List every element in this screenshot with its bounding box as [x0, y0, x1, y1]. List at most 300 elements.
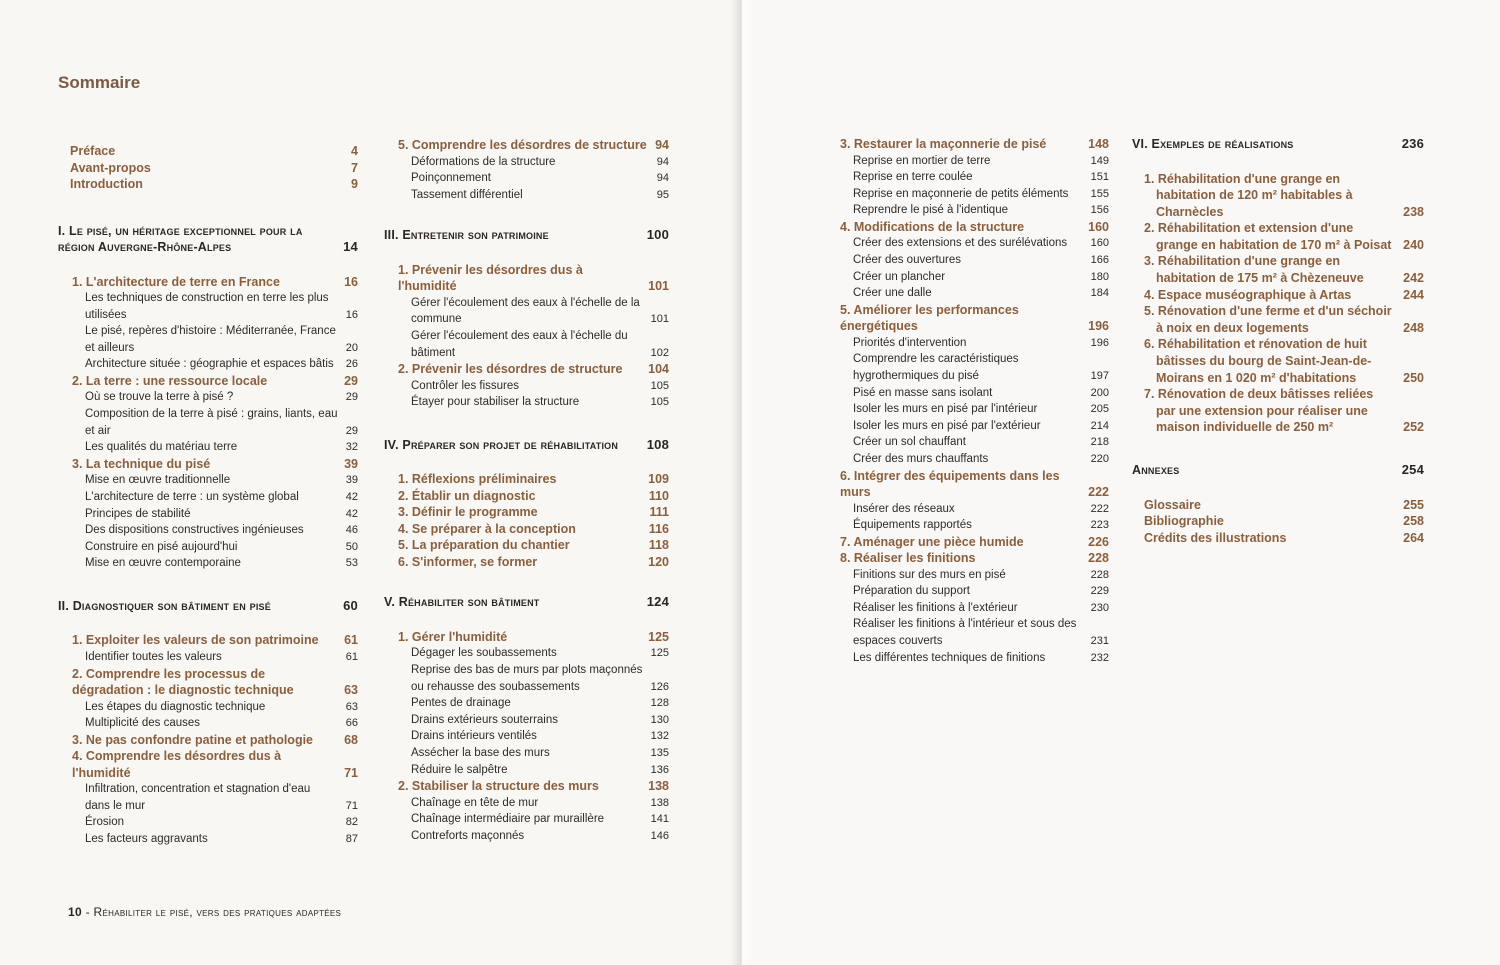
toc-entry-page: 110 — [648, 488, 669, 503]
toc-entry — [58, 160, 358, 177]
toc-entry-title: Chaînage en tête de mur — [411, 796, 539, 809]
toc-entry — [384, 537, 669, 554]
toc-entry-title: Gérer l'écoulement des eaux à l'échelle du bâtiment — [411, 329, 628, 359]
toc-entry-page: 184 — [1090, 287, 1109, 300]
toc-entry-group — [384, 295, 669, 361]
toc-entry — [826, 451, 1109, 468]
toc-entry-page: 71 — [344, 765, 358, 780]
toc-entry-title: Drains extérieurs souterrains — [411, 713, 559, 726]
toc-entry-page: 229 — [1090, 585, 1109, 598]
toc-entry-page: 151 — [1090, 171, 1109, 184]
toc-entry-title: Où se trouve la terre à pisé ? — [85, 391, 234, 404]
toc-entry-title: V. Réhabiliter son bâtiment — [384, 595, 540, 610]
toc-entry — [58, 143, 358, 160]
toc-entry-title: Introduction — [70, 177, 143, 191]
toc-entry-group — [58, 290, 358, 373]
toc-entry-title: Les qualités du matériau terre — [85, 441, 238, 454]
toc-entry-page: 228 — [1088, 551, 1109, 566]
toc-entry-title: Crédits des illustrations — [1144, 530, 1287, 545]
toc-entry-page: 160 — [1088, 219, 1109, 234]
toc-entry-title: Créer un plancher — [853, 270, 946, 283]
toc-entry-title: 2. Stabiliser la structure des murs — [398, 779, 599, 794]
toc-entry-title: Les facteurs aggravants — [85, 832, 208, 845]
toc-entry-page: 109 — [648, 472, 669, 487]
toc-entry-title: 3. Restaurer la maçonnerie de pisé — [840, 137, 1047, 151]
toc-entry — [1132, 136, 1424, 153]
toc-entry — [826, 385, 1109, 402]
toc-entry-title: Composition de la terre à pisé : grains, liants, eau et air — [85, 408, 338, 437]
toc-entry-page: 254 — [1401, 462, 1424, 477]
toc-entry — [58, 555, 358, 572]
toc-entry-title: 6. Réhabilitation et rénovation de huit bâtisses du bourg de Saint-Jean-de-Moirans en 1 020 m² d'habitations — [1144, 337, 1372, 385]
toc-entry — [826, 186, 1109, 203]
toc-entry-page: 111 — [649, 505, 669, 520]
toc-entry-page: 42 — [345, 490, 358, 503]
toc-entry-page: 94 — [656, 172, 669, 185]
toc-entry-title: Déformations de la structure — [411, 155, 556, 168]
toc-entry-page: 230 — [1090, 601, 1109, 614]
toc-entry-title: Des dispositions constructives ingénieuses — [85, 524, 304, 537]
toc-entry-page: 7 — [351, 160, 358, 175]
toc-entry-title: Créer un sol chauffant — [853, 436, 966, 449]
toc-entry-group — [826, 567, 1109, 667]
toc-entry-group — [58, 699, 358, 732]
toc-entry-title: 4. Modifications de la structure — [840, 219, 1025, 234]
toc-entry-group — [384, 378, 669, 411]
page-footer — [68, 905, 341, 919]
toc-entry — [58, 748, 358, 781]
toc-entry — [1132, 171, 1424, 221]
toc-entry — [58, 598, 358, 615]
toc-entry-title: Bibliographie — [1144, 514, 1224, 528]
toc-entry-page: 244 — [1403, 287, 1424, 302]
toc-entry-title: Reprise en terre coulée — [853, 171, 973, 184]
toc-entry — [384, 394, 669, 411]
toc-entry-page: 116 — [648, 521, 669, 536]
toc-entry-title: Pentes de drainage — [411, 697, 511, 710]
toc-entry-title: Reprendre le pisé à l'identique — [853, 204, 1008, 217]
toc-entry-page: 32 — [345, 441, 358, 454]
toc-entry-group — [384, 471, 669, 570]
toc-entry-title: Reprise en mortier de terre — [853, 154, 991, 167]
toc-entry-group — [384, 154, 669, 204]
toc-entry — [58, 506, 358, 523]
toc-entry-page: 128 — [650, 697, 669, 710]
toc-entry — [58, 814, 358, 831]
toc-entry — [1132, 497, 1424, 514]
toc-entry-title: L'architecture de terre : un système global — [85, 490, 299, 503]
toc-entry-title: 6. S'informer, se former — [398, 554, 538, 569]
toc-entry-title: Dégager les soubassements — [411, 647, 557, 660]
toc-entry-page: 66 — [345, 717, 358, 730]
toc-entry — [384, 712, 669, 729]
toc-entry — [384, 137, 669, 154]
toc-entry-page: 94 — [655, 138, 669, 152]
toc-entry-title: Poinçonnement — [411, 172, 491, 185]
toc-entry — [58, 522, 358, 539]
toc-entry-title: I. Le pisé, un héritage exceptionnel pour la région Auvergne-Rhône-Alpes — [58, 223, 303, 254]
toc-entry-title: Chaînage intermédiaire par muraillère — [411, 813, 605, 826]
toc-entry-title: Infiltration, concentration et stagnation d'eau dans le mur — [85, 783, 311, 812]
toc-entry-title: 3. La technique du pisé — [72, 456, 211, 471]
toc-entry-page: 68 — [344, 732, 358, 747]
toc-entry-title: Les techniques de construction en terre les plus utilisées — [85, 292, 329, 321]
toc-entry — [58, 373, 358, 390]
toc-entry — [58, 715, 358, 732]
toc-entry — [1132, 303, 1424, 336]
toc-entry-page: 16 — [345, 308, 358, 321]
toc-entry-page: 200 — [1090, 386, 1109, 399]
toc-entry-page: 232 — [1090, 651, 1109, 664]
toc-entry-page: 238 — [1403, 204, 1424, 219]
toc-entry-group — [58, 472, 358, 572]
toc-entry — [1132, 287, 1424, 304]
toc-entry — [58, 649, 358, 666]
toc-entry — [826, 501, 1109, 518]
toc-entry-title: Isoler les murs en pisé par l'extérieur — [853, 419, 1041, 432]
toc-entry-page: 4 — [351, 144, 358, 158]
toc-entry-title: 3. Définir le programme — [398, 505, 538, 520]
toc-entry — [826, 269, 1109, 286]
toc-entry-title: Annexes — [1132, 463, 1180, 477]
toc-entry-page: 160 — [1090, 237, 1109, 250]
toc-entry-page: 46 — [345, 524, 358, 537]
toc-entry-title: Les différentes techniques de finitions — [853, 651, 1046, 664]
toc-entry-title: Glossaire — [1144, 497, 1201, 512]
toc-entry-page: 149 — [1090, 154, 1109, 167]
toc-entry — [384, 471, 669, 488]
toc-entry-page: 264 — [1403, 530, 1424, 545]
toc-entry-title: 3. Réhabilitation d'une grange en habitation de 175 m² à Chèzeneuve — [1144, 254, 1364, 286]
toc-entry-group — [826, 153, 1109, 219]
toc-entry-title: Préparation du support — [853, 585, 970, 598]
toc-entry-page: 63 — [345, 700, 358, 713]
toc-entry-title: Équipements rapportés — [853, 519, 972, 532]
toc-entry — [826, 169, 1109, 186]
toc-entry — [826, 252, 1109, 269]
toc-entry-page: 132 — [650, 730, 669, 743]
toc-entry-page: 196 — [1088, 319, 1109, 334]
toc-entry — [826, 235, 1109, 252]
toc-column-1 — [58, 143, 358, 848]
toc-entry — [826, 650, 1109, 667]
toc-entry — [58, 323, 358, 356]
toc-entry — [826, 434, 1109, 451]
toc-entry-page: 130 — [650, 713, 669, 726]
toc-entry-title: 4. Espace muséographique à Artas — [1144, 287, 1352, 302]
toc-entry — [826, 136, 1109, 153]
toc-entry-page: 50 — [345, 540, 358, 553]
toc-entry-page: 29 — [345, 391, 358, 404]
toc-entry-page: 135 — [650, 746, 669, 759]
toc-entry — [58, 781, 358, 814]
toc-entry-title: VI. Exemples de réalisations — [1132, 137, 1294, 151]
toc-entry — [384, 328, 669, 361]
toc-entry-page: 180 — [1090, 270, 1109, 283]
toc-entry — [384, 762, 669, 779]
toc-entry — [384, 629, 669, 646]
toc-column-3 — [826, 136, 1109, 666]
toc-entry-page: 101 — [650, 313, 669, 326]
toc-entry-title: 1. Exploiter les valeurs de son patrimoine — [72, 633, 319, 648]
toc-entry — [826, 202, 1109, 219]
toc-entry — [826, 567, 1109, 584]
toc-entry-page: 118 — [648, 538, 669, 553]
toc-entry — [384, 828, 669, 845]
toc-entry-title: 7. Aménager une pièce humide — [840, 534, 1024, 549]
toc-entry — [58, 456, 358, 473]
toc-entry-page: 9 — [351, 177, 358, 191]
toc-entry-title: Mise en œuvre traditionnelle — [85, 474, 231, 487]
toc-entry-title: III. Entretenir son patrimoine — [384, 228, 549, 243]
toc-entry-page: 26 — [345, 358, 358, 371]
toc-entry — [384, 521, 669, 538]
toc-entry-group — [826, 335, 1109, 468]
toc-entry-title: Créer une dalle — [853, 287, 932, 300]
toc-entry-page: 258 — [1403, 514, 1424, 528]
toc-entry-page: 60 — [343, 597, 358, 613]
toc-entry-title: Priorités d'intervention — [853, 336, 967, 349]
toc-entry — [826, 285, 1109, 302]
toc-entry-page: 95 — [656, 188, 669, 201]
toc-entry-page: 14 — [343, 239, 358, 254]
toc-entry-title: Créer des ouvertures — [853, 253, 962, 266]
toc-entry-title: 3. Ne pas confondre patine et pathologie — [72, 732, 314, 747]
toc-entry — [826, 616, 1109, 649]
toc-entry-title: Tassement différentiel — [411, 188, 523, 201]
toc-entry-title: Architecture située : géographie et espaces bâtis — [85, 358, 334, 371]
toc-entry — [1132, 513, 1424, 530]
toc-entry — [826, 550, 1109, 567]
toc-entry-title: Mise en œuvre contemporaine — [85, 557, 241, 570]
toc-entry — [1132, 462, 1424, 479]
toc-entry-title: Créer des murs chauffants — [853, 452, 989, 465]
toc-entry-page: 156 — [1090, 204, 1109, 217]
toc-entry-title: Réduire le salpêtre — [411, 763, 508, 776]
toc-entry — [1132, 386, 1424, 436]
toc-entry-title: Réaliser les finitions à l'intérieur et sous des espaces couverts — [853, 618, 1077, 648]
toc-entry-page: 148 — [1088, 137, 1109, 151]
toc-entry-group — [1132, 497, 1424, 547]
toc-entry-page: 105 — [650, 379, 669, 392]
toc-entry-title: 4. Se préparer à la conception — [398, 521, 576, 536]
toc-entry-page: 242 — [1403, 271, 1424, 286]
toc-entry-page: 87 — [345, 832, 358, 845]
toc-entry — [58, 831, 358, 848]
toc-entry-page: 196 — [1090, 336, 1109, 349]
toc-entry-page: 61 — [344, 633, 358, 648]
toc-entry-page: 42 — [345, 507, 358, 520]
toc-entry — [384, 778, 669, 795]
toc-entry-title: Reprise des bas de murs par plots maçonnés ou rehausse des soubassements — [411, 663, 643, 693]
toc-entry-title: 5. Améliorer les performances énergétiques — [840, 302, 1019, 334]
toc-entry-title: IV. Préparer son projet de réhabilitation — [384, 437, 619, 452]
toc-entry — [826, 534, 1109, 551]
toc-entry-page: 228 — [1090, 568, 1109, 581]
toc-entry-title: Les étapes du diagnostic technique — [85, 700, 266, 713]
toc-entry — [384, 695, 669, 712]
toc-entry-title: 1. L'architecture de terre en France — [72, 274, 280, 289]
toc-entry-page: 197 — [1090, 369, 1109, 382]
toc-entry — [384, 227, 669, 244]
toc-entry-page: 125 — [650, 647, 669, 660]
toc-entry — [58, 439, 358, 456]
toc-entry-title: Réaliser les finitions à l'extérieur — [853, 601, 1018, 614]
toc-entry — [384, 361, 669, 378]
toc-entry — [58, 356, 358, 373]
toc-entry — [384, 437, 669, 454]
toc-entry — [826, 401, 1109, 418]
toc-entry-page: 61 — [345, 650, 358, 663]
toc-entry-title: 5. La préparation du chantier — [398, 538, 570, 553]
toc-entry-group — [58, 781, 358, 847]
toc-entry-page: 120 — [648, 554, 669, 569]
toc-column-2 — [384, 137, 669, 844]
toc-entry-page: 222 — [1090, 502, 1109, 515]
toc-entry — [384, 378, 669, 395]
toc-entry — [826, 153, 1109, 170]
toc-entry-page: 205 — [1090, 403, 1109, 416]
toc-entry-page: 71 — [345, 799, 358, 812]
toc-entry-title: 5. Rénovation d'une ferme et d'un séchoir à noix en deux logements — [1144, 304, 1392, 335]
toc-entry — [826, 219, 1109, 236]
toc-entry-page: 231 — [1090, 635, 1109, 648]
toc-entry-title: 5. Comprendre les désordres de structure — [398, 138, 647, 152]
toc-entry-page: 82 — [345, 816, 358, 829]
toc-entry-page: 240 — [1403, 237, 1424, 252]
toc-entry-page: 136 — [650, 763, 669, 776]
toc-entry — [58, 539, 358, 556]
toc-entry-title: Avant-propos — [70, 160, 151, 175]
toc-entry-page: 100 — [646, 227, 669, 243]
toc-entry-group — [58, 649, 358, 666]
toc-entry-group — [1132, 171, 1424, 437]
toc-entry — [58, 699, 358, 716]
toc-entry-group — [384, 795, 669, 845]
toc-entry-title: II. Diagnostiquer son bâtiment en pisé — [58, 598, 271, 613]
toc-entry-page: 125 — [648, 629, 669, 644]
toc-column-4 — [1132, 136, 1424, 546]
toc-entry-page: 16 — [344, 274, 358, 289]
toc-entry-page: 126 — [650, 680, 669, 693]
toc-entry — [826, 351, 1109, 384]
toc-entry — [826, 302, 1109, 335]
toc-entry — [384, 295, 669, 328]
toc-entry — [1132, 336, 1424, 386]
toc-entry-title: 1. Prévenir les désordres dus à l'humidité — [398, 262, 583, 294]
toc-entry — [58, 176, 358, 193]
toc-entry — [826, 583, 1109, 600]
toc-entry-page: 101 — [648, 279, 669, 294]
toc-entry-page: 63 — [344, 683, 358, 697]
toc-entry — [384, 187, 669, 204]
toc-entry — [58, 666, 358, 699]
toc-entry-page: 222 — [1088, 485, 1109, 499]
toc-entry-page: 166 — [1090, 253, 1109, 266]
toc-entry-page: 53 — [345, 557, 358, 570]
toc-entry — [826, 418, 1109, 435]
toc-entry-page: 236 — [1401, 136, 1424, 151]
toc-entry — [826, 517, 1109, 534]
toc-entry — [384, 594, 669, 611]
footer-book-title: Réhabiliter le pisé, vers des pratiques adaptées — [93, 905, 342, 919]
toc-entry-page: 138 — [648, 779, 669, 794]
toc-entry-title: 2. Réhabilitation et extension d'une grange en habitation de 170 m² à Poisat — [1144, 221, 1392, 252]
toc-entry-page: 250 — [1403, 370, 1424, 385]
toc-entry-title: Contrôler les fissures — [411, 379, 520, 392]
toc-entry — [58, 389, 358, 406]
toc-entry — [384, 154, 669, 171]
toc-entry-page: 146 — [650, 829, 669, 842]
toc-entry-title: Identifier toutes les valeurs — [85, 650, 222, 663]
toc-entry-title: 1. Réflexions préliminaires — [398, 472, 557, 487]
toc-entry-page: 105 — [650, 396, 669, 409]
toc-entry-page: 218 — [1090, 436, 1109, 449]
toc-entry — [384, 504, 669, 521]
toc-entry — [1132, 220, 1424, 253]
toc-entry-title: Créer des extensions et des surélévations — [853, 237, 1068, 250]
toc-entry-page: 248 — [1403, 320, 1424, 335]
toc-entry-page: 155 — [1090, 187, 1109, 200]
toc-entry — [384, 262, 669, 295]
toc-entry — [384, 662, 669, 695]
toc-entry-title: 2. Prévenir les désordres de structure — [398, 362, 623, 377]
toc-entry — [826, 468, 1109, 501]
toc-entry-title: 1. Gérer l'humidité — [398, 629, 508, 644]
toc-entry — [58, 406, 358, 439]
toc-entry — [58, 732, 358, 749]
book-gutter — [730, 0, 754, 965]
toc-entry-page: 124 — [646, 594, 669, 610]
toc-entry-page: 39 — [344, 456, 358, 471]
toc-entry-title: Finitions sur des murs en pisé — [853, 568, 1006, 581]
toc-entry-page: 220 — [1090, 452, 1109, 465]
toc-entry-page: 108 — [646, 436, 669, 452]
toc-entry-page: 214 — [1090, 419, 1109, 432]
toc-entry — [384, 795, 669, 812]
toc-entry-title: Le pisé, repères d'histoire : Méditerranée, France et ailleurs — [85, 325, 336, 354]
toc-entry-page: 226 — [1088, 534, 1109, 549]
toc-entry-group — [826, 501, 1109, 534]
toc-entry-title: Construire en pisé aujourd'hui — [85, 540, 238, 553]
toc-entry — [58, 290, 358, 323]
toc-entry — [384, 645, 669, 662]
toc-entry — [58, 223, 358, 256]
toc-entry-title: Principes de stabilité — [85, 507, 191, 520]
toc-entry-page: 255 — [1403, 497, 1424, 512]
front-matter — [58, 143, 358, 193]
toc-entry-page: 39 — [345, 474, 358, 487]
toc-entry — [58, 274, 358, 291]
toc-entry-title: Multiplicité des causes — [85, 717, 201, 730]
toc-entry-title: Comprendre les caractéristiques hygrothermiques du pisé — [853, 353, 1019, 382]
toc-entry-title: 8. Réaliser les finitions — [840, 551, 976, 566]
toc-entry-title: Assécher la base des murs — [411, 746, 550, 759]
toc-entry-title: 6. Intégrer des équipements dans les murs — [840, 468, 1060, 499]
toc-entry-title: 2. Comprendre les processus de dégradation : le diagnostic technique — [72, 666, 294, 697]
toc-entry-page: 29 — [345, 424, 358, 437]
footer-separator: - — [85, 905, 90, 919]
page-title: Sommaire — [58, 73, 141, 92]
toc-entry-title: Reprise en maçonnerie de petits éléments — [853, 187, 1069, 200]
toc-entry — [384, 811, 669, 828]
toc-entry-group — [826, 235, 1109, 301]
toc-entry-title: 4. Comprendre les désordres dus à l'humidité — [72, 749, 282, 780]
toc-entry — [384, 488, 669, 505]
toc-entry-page: 223 — [1090, 519, 1109, 532]
toc-entry-title: 1. Réhabilitation d'une grange en habitation de 120 m² habitables à Charnècles — [1144, 171, 1353, 219]
footer-page-number: 10 — [68, 905, 82, 919]
